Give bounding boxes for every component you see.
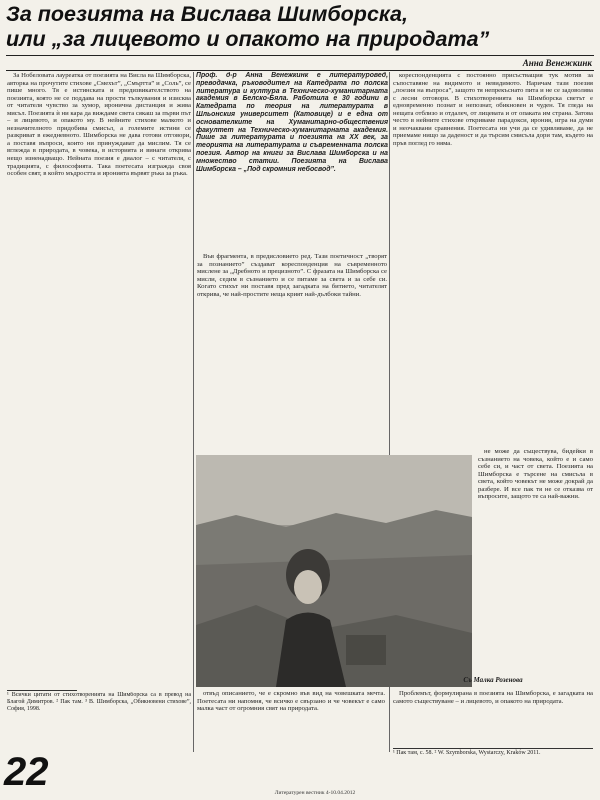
column-3-text: кореспонденцията с постоянно присъстващия тук мотив за съпоставяне на видимото и невидимото. Наричам тази поезия „поезия на въпроса”, защото тя непрекъснато пита и не се задоволява с лесни отговори. В стихотворенията на Шимборска светът е едновременно познат и непознат, обикновен и чуден. Тя гледа на нещата отблизо и отдалеч, от лицевата и от опаката им страна. Затова често в нейните стихове откриваме парадокси, ирония, игра на думи и неочаквани сравнения. Поетесата ни учи да се удивляваме, да не приемаме нищо за даденост и да търсим смисъла дори там, където на пръв поглед го няма. <box>393 72 593 147</box>
article-column-1 <box>7 72 191 684</box>
page-number: 22 <box>4 750 49 794</box>
footnotes-left <box>7 692 191 754</box>
photo-illustration <box>196 455 472 687</box>
article-column-2 <box>197 253 387 453</box>
column-5-text: отвъд описанието, че е скромно във вид на човешката мечта. Поетесата ни напомня, че всичко е свързано и че човекът е само малка част от огромния свят на природата. <box>197 690 385 713</box>
article-column-4 <box>478 448 593 684</box>
footnote-divider <box>7 690 77 691</box>
article-column-3 <box>393 72 593 444</box>
footnotes-left-text: ¹ Всички цитати от стихотворенията на Шимборска са в превод на Благой Димитров. ² Пак там. ³ В. Шимборска, „Обикновени стихове”, София, 1998. <box>7 692 191 712</box>
article-column-5 <box>197 690 385 782</box>
intro-text: Проф. д-р Анна Венежкинк е литературовед, преводачка, ръководител на Катедрата по полска литература и култура в Техническо-хуманитарната академия в Белско-Бяла. Работила е 30 години в Катедрата по теория на литературата в Шльонския университет (Катовице) и е една от основателките на Хуманитарно-обществения факултет на Техническо-хуманитарната академия. Пише за литературата и поезията на XX век, за теорията на литературата и съвременната полска поезия. Автор на книги за Вислава Шимборска и на множество статии. Поезията на Вислава Шимборска – „Под скромния небосвод”. <box>196 72 388 173</box>
article-title <box>6 2 594 52</box>
author-photo <box>196 455 472 687</box>
title-line-1: За поезията на Вислава Шимборска, <box>6 2 408 26</box>
column-6-text: Проблемът, формулирана в поезията на Шимборска, е загадката на самото съществуване – и лицевото, и опакото на природата. <box>393 690 593 705</box>
quote-attribution: Съ Малка Розенова <box>463 676 523 684</box>
column-4-text: не може да съществува, бидейки в съзнанието на човека, който е и само себе си, и част от света. Поезията на Шимборска е търсене на смисъла в света, който човекът не може докрай да разбере. И все пак тя не се отказва от въпросите, защото те са най-важни. <box>478 448 593 501</box>
column-1-text: За Нобеловата лауреатка от поезията на Висла ва Шимборска, авторка на прочутите стихове „Смехът”, „Смъртта” и „Соль”, се пише много. Тя е истинската и предизвикателството на поезията, която не се поддава на прости тълкувания и изисква от читателя чувство за хумор, иронична дистанция и жива мисъл. Поезията ѝ ни кара да виждаме света сякаш за първи път – и лицевото, и опакото му. В нейните стихове малкото и незначителното придобива смисъл, а големите истини се разкриват в ежедневното. Шимборска не дава готови отговори, а поставя въпроси, които ни принуждават да мислим. Тя се вглежда в природата, в човека, в историята и винаги открива нещо изненадващо. Нейната поезия е диалог – с читателя, с традицията, с философията. Така поетесата изгражда своя особен свят, в който мъдростта и иронията вървят ръка за ръка. <box>7 72 191 178</box>
footnotes-right-text: ¹ Пак там, с. 58. ² W. Szymborska, Wystarczy, Kraków 2011. <box>393 750 541 756</box>
footer-info: Литературен вестник 4-10.04.2012 <box>274 790 356 796</box>
author-intro-box <box>196 72 388 248</box>
article-column-6 <box>393 690 593 746</box>
footnotes-right <box>393 748 593 790</box>
column-divider <box>193 72 194 752</box>
title-line-2: или „за лицевото и опакото на природата” <box>6 27 490 51</box>
author-bar <box>6 55 594 71</box>
author-name: Анна Венежкинк <box>522 58 592 68</box>
column-2-text: Във фрагмента, в предисловието ред. Тази поетичност „творят за познанието” създават кореспонденция на съвременното мислене за „Дребното и прецизното”. С фразата на Шимборска се мисли, седим в съзнанието и се питаме за света и за себе си. Когато стихът ни поставя пред загадката на битието, читателят открива, че най-простите неща крият най-дълбоки тайни. <box>197 253 387 298</box>
